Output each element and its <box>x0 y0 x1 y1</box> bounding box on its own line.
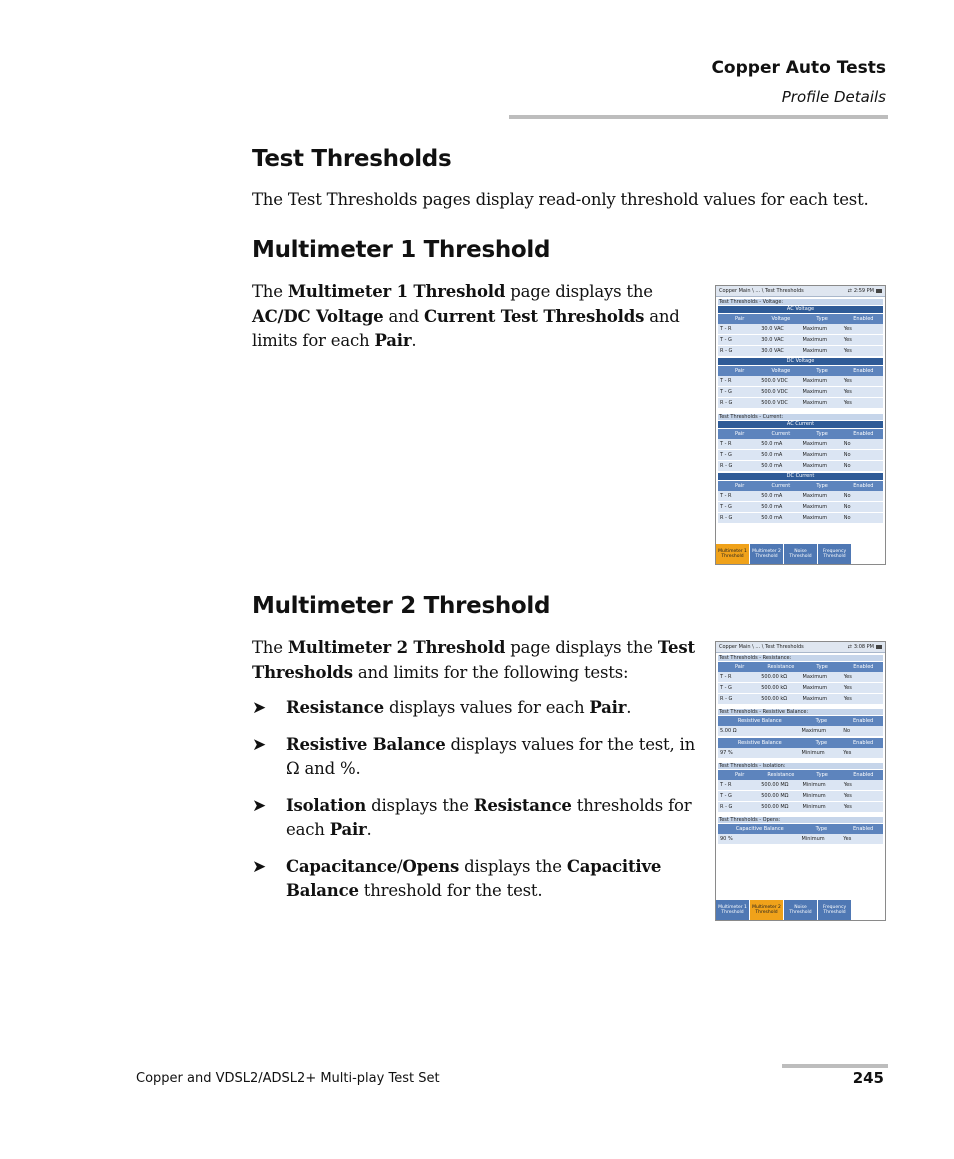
table-header: Resistive Balance Type Enabled <box>718 716 883 726</box>
table-row: T - R 50.0 mA Maximum No <box>718 491 883 502</box>
table-header: Pair Current Type Enabled <box>718 429 883 439</box>
table-header: Pair Resistance Type Enabled <box>718 662 883 672</box>
footer-title: Copper and VDSL2/ADSL2+ Multi-play Test Set <box>136 1071 440 1086</box>
tab-multimeter-1[interactable]: Multimeter 1 Threshold <box>716 544 749 564</box>
table-header: Capacitive Balance Type Enabled <box>718 824 883 834</box>
heading-multimeter-1: Multimeter 1 Threshold <box>252 237 551 263</box>
screen-tab-bar <box>716 544 851 564</box>
table-row: R - G 50.0 mA Maximum No <box>718 513 883 524</box>
table-header: Pair Current Type Enabled <box>718 481 883 491</box>
table-row: T - G 500.00 MΩ Minimum Yes <box>718 791 883 802</box>
list-item: ➤ Resistive Balance displays values for the test, in Ω and %. <box>252 734 696 778</box>
table-row: T - G 50.0 mA Maximum No <box>718 450 883 461</box>
section-label: Test Thresholds - Current: <box>718 414 883 420</box>
tab-noise[interactable]: Noise Threshold <box>784 544 817 564</box>
table-row: R - G 500.00 kΩ Maximum Yes <box>718 694 883 705</box>
tab-noise[interactable]: Noise Threshold <box>784 900 817 920</box>
multimeter-1-screenshot <box>715 285 886 565</box>
table-row: T - R 500.0 VDC Maximum Yes <box>718 376 883 387</box>
table-row: T - G 500.00 kΩ Maximum Yes <box>718 683 883 694</box>
intro-paragraph: The Test Thresholds pages display read-only threshold values for each test. <box>252 190 869 209</box>
list-item: ➤ Capacitance/Opens displays the Capacitive Balance threshold for the test. <box>252 856 662 900</box>
table-row: R - G 50.0 mA Maximum No <box>718 461 883 472</box>
tab-multimeter-2[interactable]: Multimeter 2 Threshold <box>750 544 783 564</box>
breadcrumb: Copper Main \ ... \ Test Thresholds <box>719 288 804 294</box>
group-header: AC Voltage <box>718 306 883 313</box>
table-row: T - R 500.00 kΩ Maximum Yes <box>718 672 883 683</box>
arrow-bullet-icon: ➤ <box>252 698 267 718</box>
multimeter-2-paragraph: The Multimeter 2 Threshold page displays the Test Thresholds and limits for the following tests: <box>252 638 695 682</box>
section-label: Test Thresholds - Opens: <box>718 817 883 823</box>
screen-tab-bar <box>716 900 851 920</box>
test-list <box>252 696 702 916</box>
table-row: T - R 500.00 MΩ Minimum Yes <box>718 780 883 791</box>
section-label: Test Thresholds - Voltage: <box>718 299 883 305</box>
page-number: 245 <box>852 1069 884 1087</box>
footer-rule <box>782 1064 888 1068</box>
table-row: R - G 500.00 MΩ Minimum Yes <box>718 802 883 813</box>
running-header-subtitle: Profile Details <box>781 88 886 106</box>
table-header: Resistive Balance Type Enabled <box>718 738 883 748</box>
group-header: DC Current <box>718 473 883 480</box>
table-row: 97 % Minimum Yes <box>718 748 883 759</box>
section-label: Test Thresholds - Resistance: <box>718 655 883 661</box>
table-row: T - G 500.0 VDC Maximum Yes <box>718 387 883 398</box>
list-item: ➤ Isolation displays the Resistance thresholds for each Pair. <box>252 795 692 839</box>
table-header: Pair Voltage Type Enabled <box>718 314 883 324</box>
clock: 2:59 PM <box>853 288 874 294</box>
multimeter-1-paragraph: The Multimeter 1 Threshold page displays the AC/DC Voltage and Current Test Thresholds and limits for each Pair. <box>252 282 680 350</box>
table-header: Pair Resistance Type Enabled <box>718 770 883 780</box>
clock: 3:08 PM <box>853 644 874 650</box>
arrow-bullet-icon: ➤ <box>252 734 267 755</box>
arrow-bullet-icon: ➤ <box>252 856 267 877</box>
breadcrumb: Copper Main \ ... \ Test Thresholds <box>719 644 804 650</box>
table-row: T - G 50.0 mA Maximum No <box>718 502 883 513</box>
table-row: 90 % Minimum Yes <box>718 834 883 845</box>
table-row: T - R 30.0 VAC Maximum Yes <box>718 324 883 335</box>
running-header-title: Copper Auto Tests <box>711 58 886 78</box>
battery-icon <box>876 289 882 293</box>
table-row: T - R 50.0 mA Maximum No <box>718 439 883 450</box>
tab-multimeter-1[interactable]: Multimeter 1 Threshold <box>716 900 749 920</box>
screen-title-bar <box>716 286 885 297</box>
section-label: Test Thresholds - Isolation: <box>718 763 883 769</box>
multimeter-2-screenshot <box>715 641 886 921</box>
tab-frequency[interactable]: Frequency Threshold <box>818 544 851 564</box>
list-item: ➤ Resistance displays values for each Pair. <box>252 696 702 721</box>
tab-multimeter-2[interactable]: Multimeter 2 Threshold <box>750 900 783 920</box>
battery-icon <box>876 645 882 649</box>
screen-title-bar <box>716 642 885 653</box>
sync-icon: ⇄ <box>847 288 852 294</box>
table-row: 5.00 Ω Maximum No <box>718 726 883 737</box>
arrow-bullet-icon: ➤ <box>252 795 267 816</box>
group-header: AC Current <box>718 421 883 428</box>
heading-test-thresholds: Test Thresholds <box>252 146 452 172</box>
header-rule <box>509 115 888 119</box>
group-header: DC Voltage <box>718 358 883 365</box>
sync-icon: ⇄ <box>847 644 852 650</box>
heading-multimeter-2: Multimeter 2 Threshold <box>252 593 551 619</box>
section-label: Test Thresholds - Resistive Balance: <box>718 709 883 715</box>
table-row: R - G 500.0 VDC Maximum Yes <box>718 398 883 409</box>
table-row: R - G 30.0 VAC Maximum Yes <box>718 346 883 357</box>
table-header: Pair Voltage Type Enabled <box>718 366 883 376</box>
table-row: T - G 30.0 VAC Maximum Yes <box>718 335 883 346</box>
tab-frequency[interactable]: Frequency Threshold <box>818 900 851 920</box>
